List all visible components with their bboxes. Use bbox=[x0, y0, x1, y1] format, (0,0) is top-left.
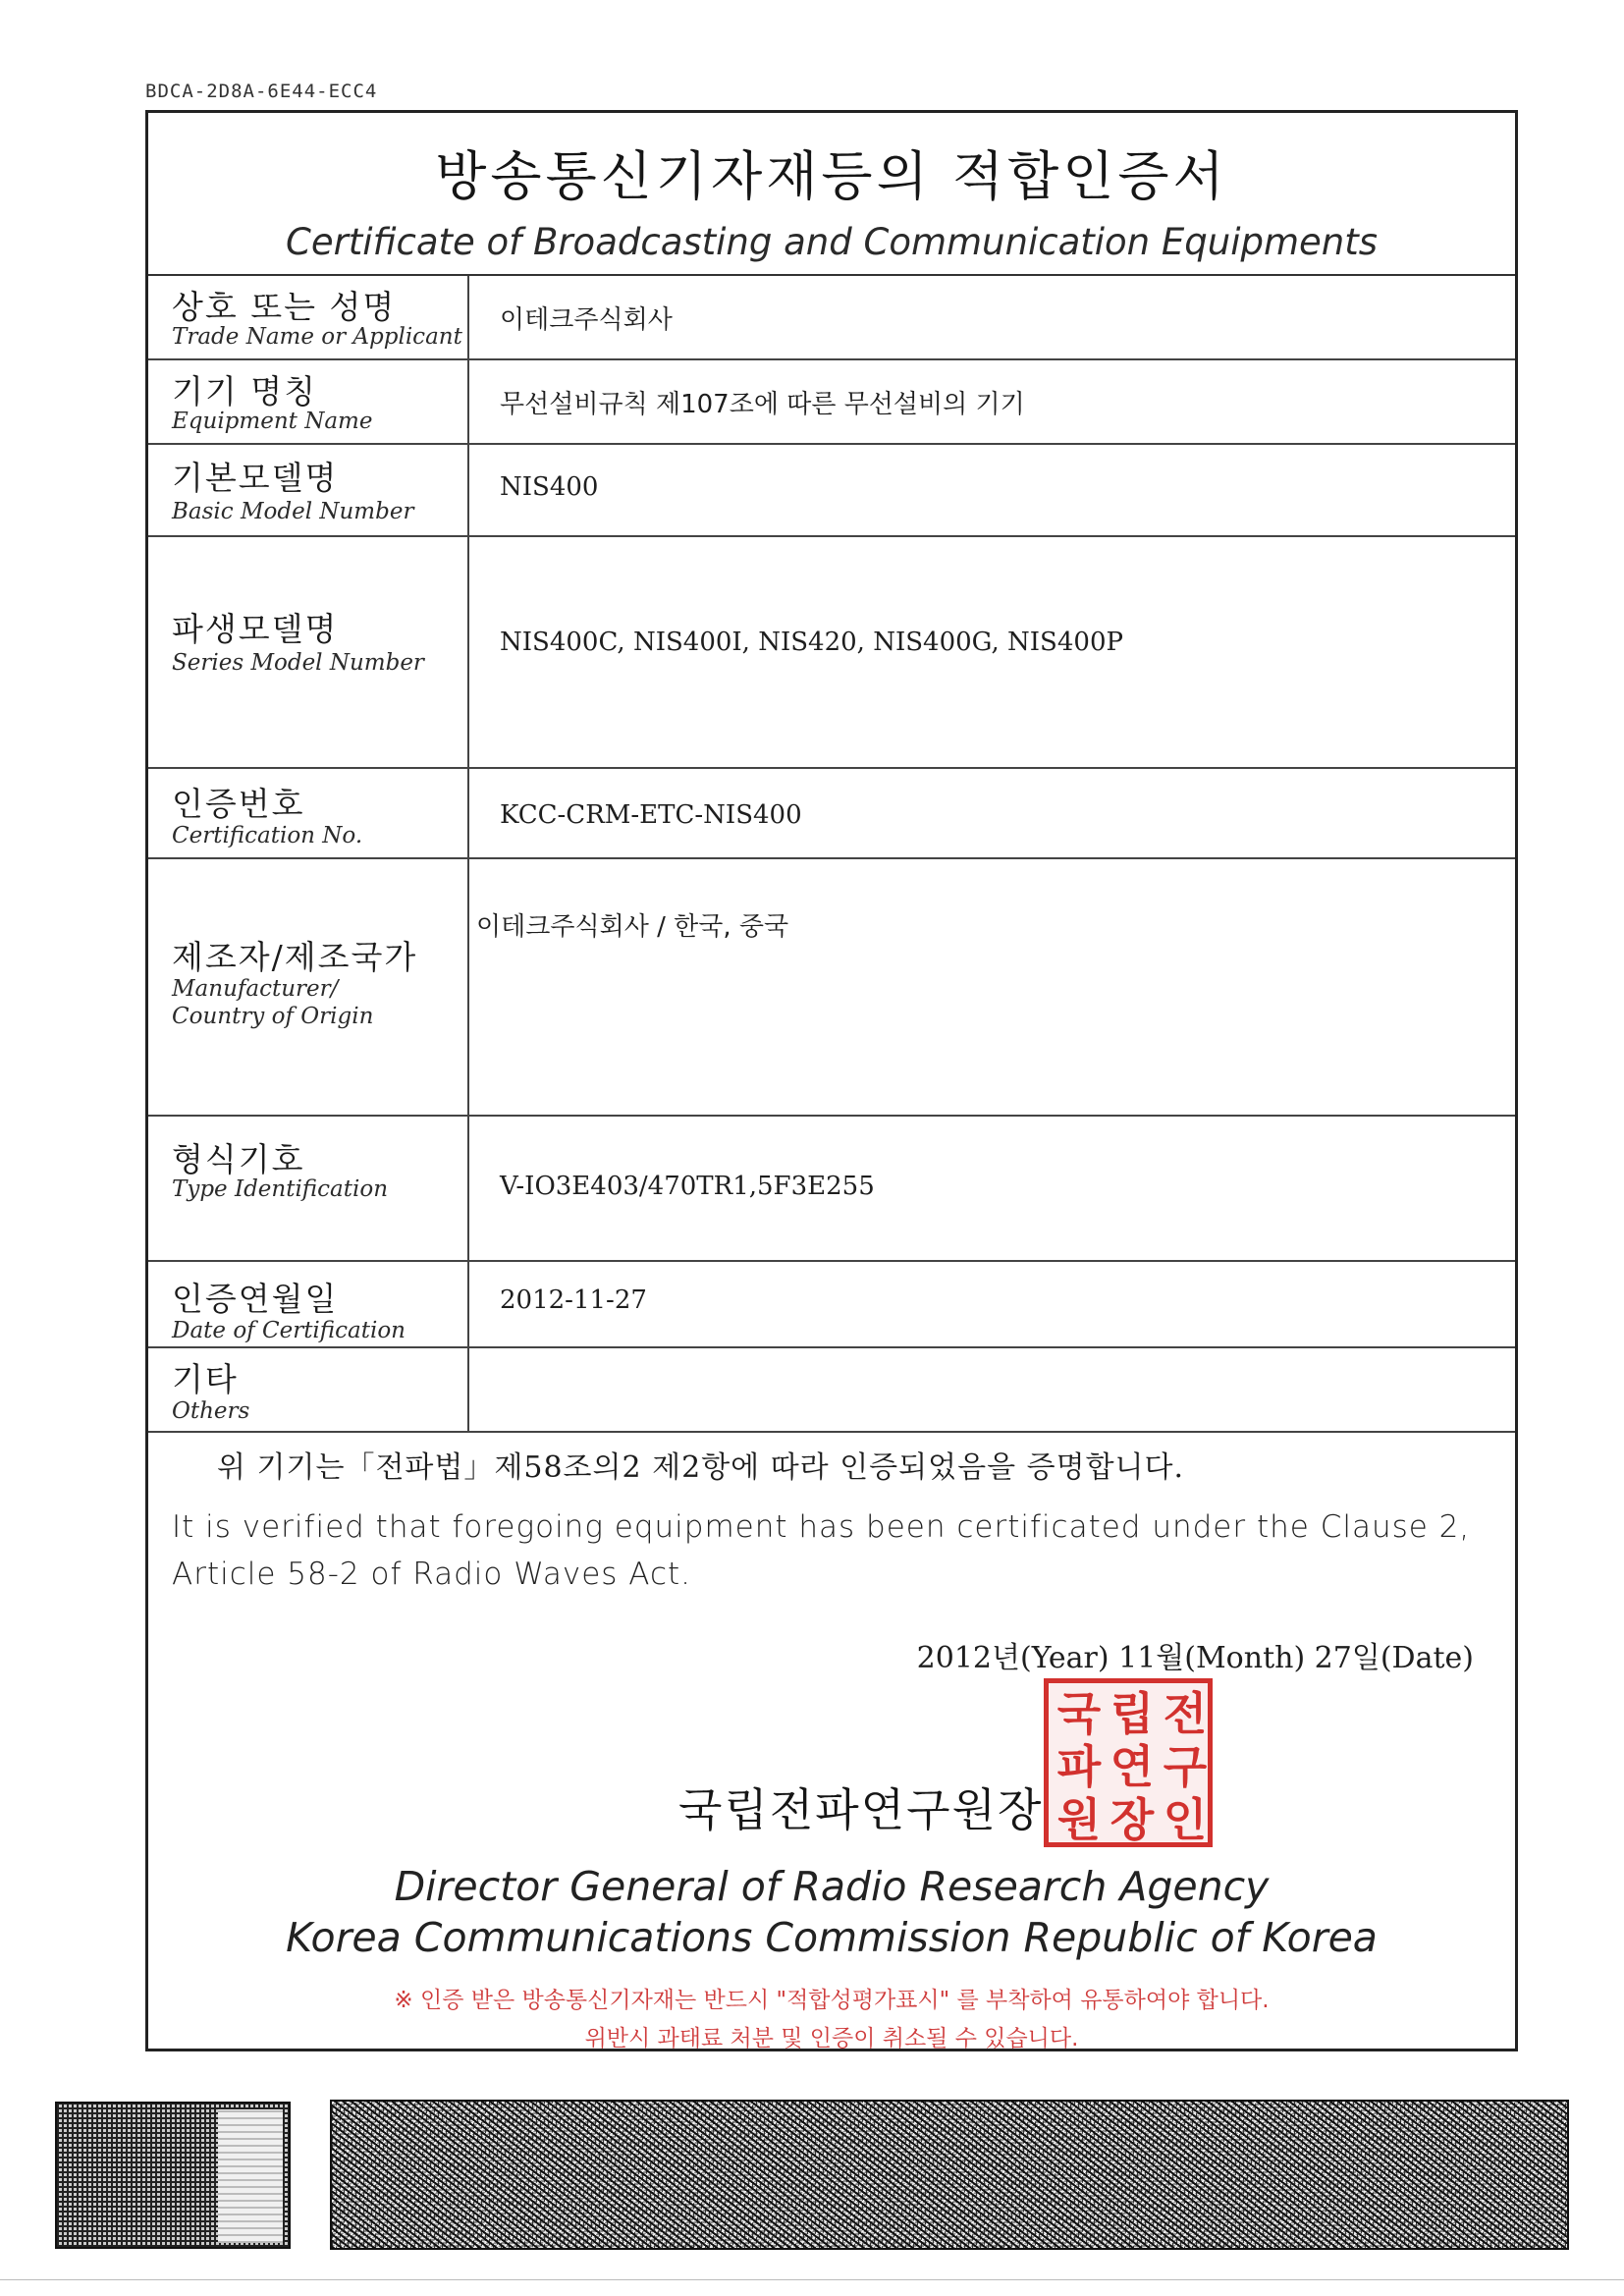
seal-character: 연 bbox=[1110, 1740, 1155, 1793]
label-english: Basic Model Number bbox=[172, 499, 414, 524]
label-english: Trade Name or Applicant bbox=[172, 324, 462, 350]
label-english-line-2: Country of Origin bbox=[172, 1004, 374, 1029]
label-english: Type Identification bbox=[172, 1176, 389, 1202]
value-equipment-name: 무선설비규칙 제107조에 따른 무선설비의 기기 bbox=[500, 390, 1025, 419]
large-2d-barcode bbox=[330, 2100, 1569, 2250]
label-cell bbox=[148, 859, 469, 1115]
label-english: Equipment Name bbox=[172, 409, 373, 434]
label-korean: 인증번호 bbox=[172, 785, 305, 823]
row-certification-no bbox=[148, 769, 1515, 859]
page-bottom-rule bbox=[0, 2279, 1624, 2280]
label-english: Manufacturer/ bbox=[172, 976, 339, 1002]
value-type-identification: V-IO3E403/470TR1,5F3E255 bbox=[500, 1172, 875, 1201]
label-english: Date of Certification bbox=[172, 1318, 406, 1343]
official-seal bbox=[1044, 1678, 1213, 1847]
label-korean: 기본모델명 bbox=[172, 459, 339, 497]
label-korean: 제조자/제조국가 bbox=[172, 938, 418, 976]
seal-character: 인 bbox=[1163, 1793, 1208, 1846]
label-korean: 파생모델명 bbox=[172, 610, 339, 648]
row-trade-name bbox=[148, 276, 1515, 360]
label-english: Certification No. bbox=[172, 823, 363, 848]
title-korean: 방송통신기자재등의 적합인증서 bbox=[435, 145, 1228, 207]
director-title-english-line-1: Director General of Radio Research Agency bbox=[394, 1863, 1270, 1910]
row-series-model bbox=[148, 537, 1515, 769]
title-english: Certificate of Broadcasting and Communication Equipments bbox=[285, 221, 1379, 263]
statement-english: It is verified that foregoing equipment has been certificated under the Clause 2, Article 58-2 of Radio Waves Act. bbox=[172, 1509, 1471, 1592]
seal-character: 파 bbox=[1056, 1740, 1102, 1793]
label-korean: 상호 또는 성명 bbox=[172, 288, 397, 326]
certificate-table bbox=[148, 274, 1515, 1433]
row-manufacturer bbox=[148, 859, 1515, 1117]
barcode-side-block bbox=[218, 2109, 283, 2243]
label-english: Series Model Number bbox=[172, 650, 424, 676]
certificate-frame bbox=[145, 110, 1518, 2051]
value-manufacturer: 이테크주식회사 / 한국, 중국 bbox=[476, 912, 789, 942]
notice-line-2: 위반시 과태료 처분 및 인증이 취소될 수 있습니다. bbox=[584, 2026, 1079, 2051]
director-title-korean: 국립전파연구원장 bbox=[678, 1783, 1044, 1836]
row-type-identification bbox=[148, 1117, 1515, 1262]
document-id: BDCA-2D8A-6E44-ECC4 bbox=[145, 81, 378, 102]
row-others bbox=[148, 1348, 1515, 1433]
seal-character: 국 bbox=[1056, 1687, 1102, 1740]
row-basic-model bbox=[148, 445, 1515, 537]
seal-character: 원 bbox=[1056, 1793, 1102, 1846]
label-korean: 기타 bbox=[172, 1360, 239, 1398]
label-cell bbox=[148, 1348, 469, 1431]
label-cell bbox=[148, 1117, 469, 1260]
label-korean: 기기 명칭 bbox=[172, 372, 318, 410]
seal-character: 장 bbox=[1110, 1793, 1155, 1846]
label-korean: 형식기호 bbox=[172, 1140, 305, 1178]
label-korean: 인증연월일 bbox=[172, 1280, 339, 1318]
statement-korean: 위 기기는「전파법」제58조의2 제2항에 따라 인증되었음을 증명합니다. bbox=[217, 1450, 1185, 1485]
value-basic-model: NIS400 bbox=[500, 472, 599, 502]
label-cell bbox=[148, 360, 469, 443]
value-series-model: NIS400C, NIS400I, NIS420, NIS400G, NIS400P bbox=[500, 628, 1123, 657]
row-date-of-certification bbox=[148, 1262, 1515, 1348]
small-2d-barcode bbox=[55, 2102, 291, 2249]
seal-character: 전 bbox=[1163, 1687, 1208, 1740]
label-cell bbox=[148, 1262, 469, 1346]
label-cell bbox=[148, 537, 469, 767]
label-english: Others bbox=[172, 1398, 250, 1424]
director-title-english-line-2: Korea Communications Commission Republic of Korea bbox=[286, 1914, 1378, 1961]
row-equipment-name bbox=[148, 360, 1515, 445]
value-trade-name: 이테크주식회사 bbox=[500, 305, 673, 335]
label-cell bbox=[148, 769, 469, 857]
value-date-of-certification: 2012-11-27 bbox=[500, 1285, 647, 1315]
notice-line-1: ※ 인증 받은 방송통신기자재는 반드시 "적합성평가표시" 를 부착하여 유통하여야 합니다. bbox=[394, 1988, 1270, 2013]
seal-character: 구 bbox=[1163, 1740, 1208, 1793]
issue-date: 2012년(Year) 11월(Month) 27일(Date) bbox=[916, 1641, 1474, 1675]
label-cell bbox=[148, 445, 469, 535]
seal-character: 립 bbox=[1110, 1687, 1155, 1740]
value-certification-no: KCC-CRM-ETC-NIS400 bbox=[500, 800, 802, 830]
label-cell bbox=[148, 276, 469, 358]
